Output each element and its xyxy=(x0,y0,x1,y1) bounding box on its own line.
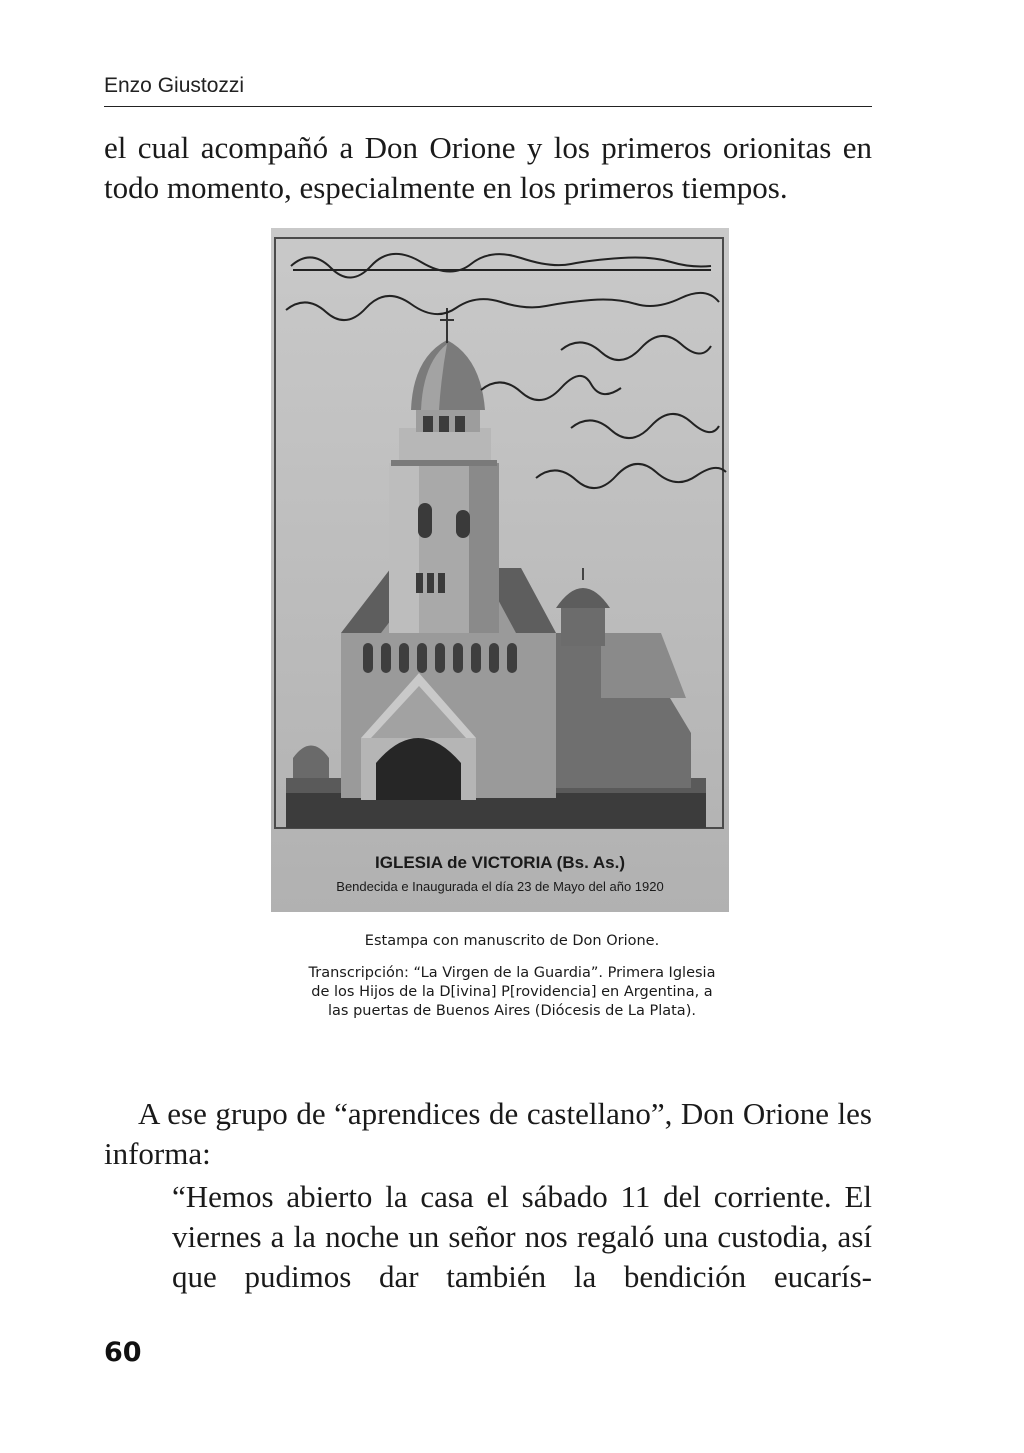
page-number: 60 xyxy=(104,1337,142,1368)
header-rule xyxy=(104,106,872,107)
running-head: Enzo Giustozzi xyxy=(104,74,245,97)
print-title: IGLESIA de VICTORIA (Bs. As.) xyxy=(375,853,625,872)
church-illustration xyxy=(271,228,729,912)
figure-caption-title: Estampa con manuscrito de Don Orione. xyxy=(364,933,660,949)
paragraph: el cual acompañó a Don Orione y los primeros orionitas en todo momento, especialmente en los primeros tiempos. xyxy=(104,130,872,205)
church-photo-figure xyxy=(271,228,729,912)
block-quote: “Hemos abierto la casa el sábado 11 del corriente. El viernes a la noche un señor nos regaló una custodia, así que pudimos dar también la bendición eucarís- xyxy=(172,1179,872,1294)
figure-caption-transcription: Transcripción: “La Virgen de la Guardia”. Primera Iglesia de los Hijos de la D[ivina] P[rovidencia] en Argentina, a las puertas de Buenos Aires (Diócesis de La Plata). xyxy=(308,965,716,1019)
paragraph: A ese grupo de “aprendices de castellano”, Don Orione les informa: xyxy=(104,1096,872,1171)
print-subtitle: Bendecida e Inaugurada el día 23 de Mayo del año 1920 xyxy=(336,879,664,894)
